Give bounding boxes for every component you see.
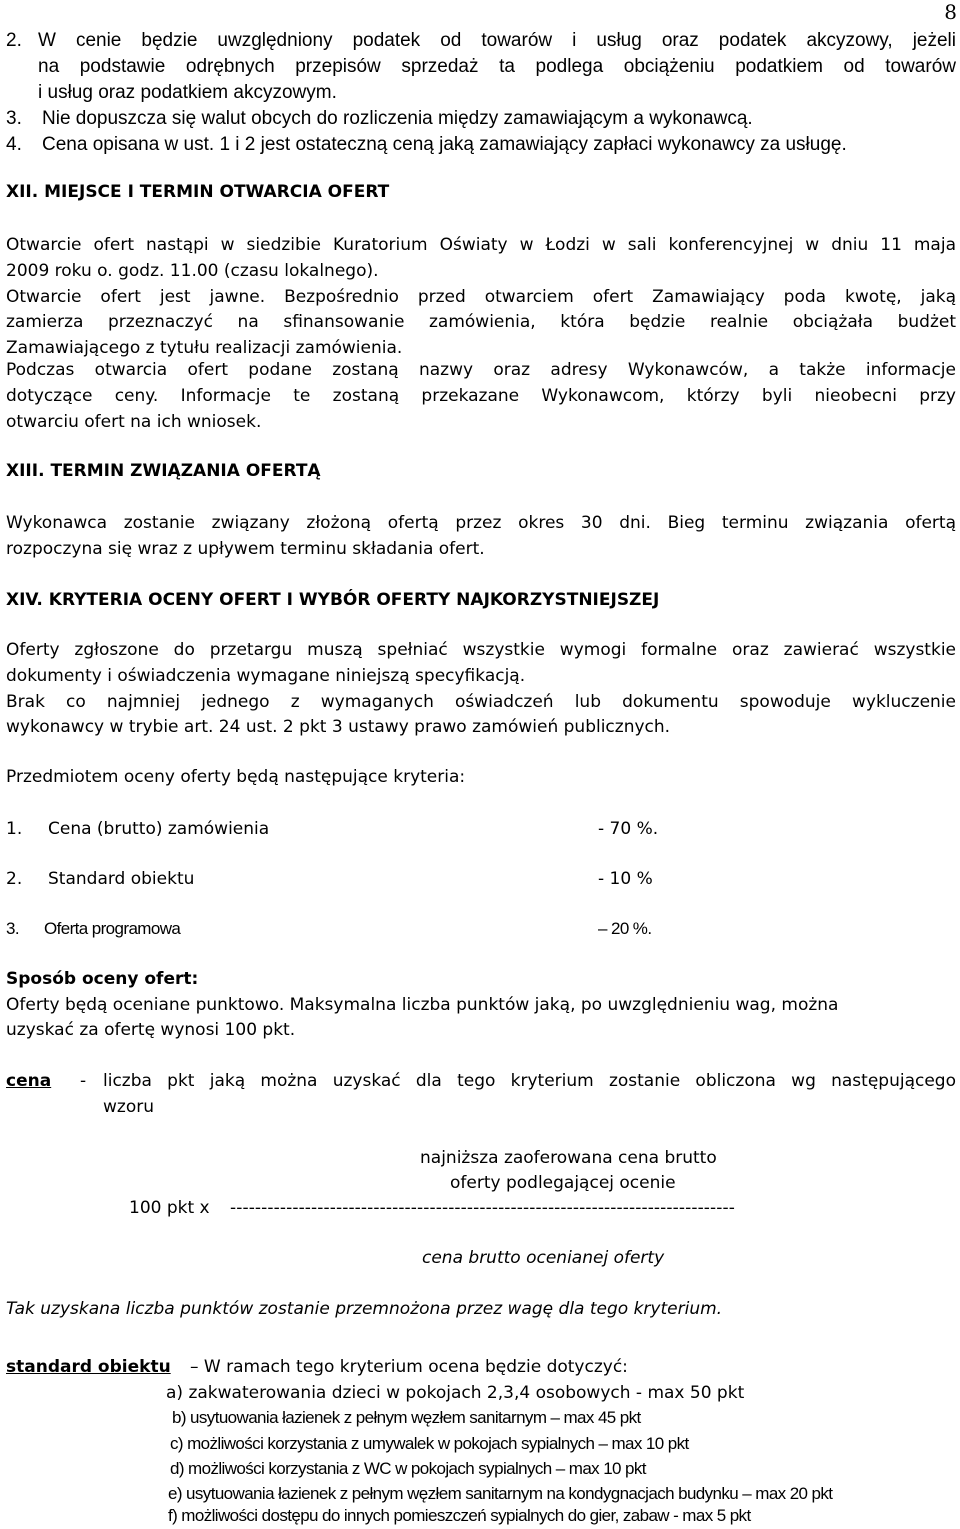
list-item	[6, 28, 33, 54]
formula-fraction-line: ---------------------------------------------------------------------------------	[230, 1198, 735, 1218]
standard-item: d) możliwości korzystania z WC w pokojach sypialnych – max 10 pkt	[170, 1459, 646, 1478]
list-item-text: na podstawie odrębnych przepisów sprzedaż ta podlega obciążeniu podatkiem od towarów	[38, 56, 956, 77]
paragraph-line: 2009 roku o. godz. 11.00 (czasu lokalnego).	[6, 261, 379, 281]
paragraph-line: liczba pkt jaką można uzyskać dla tego kryterium zostanie obliczona wg następującego	[103, 1071, 956, 1091]
paragraph-line: wzoru	[103, 1097, 154, 1117]
criterion-label: Oferta programowa	[44, 919, 181, 938]
criterion-number: 2.	[6, 869, 23, 889]
paragraph-line: uzyskać za ofertę wynosi 100 pkt.	[6, 1020, 296, 1040]
criterion-weight: - 10 %	[598, 869, 653, 889]
paragraph-line: Podczas otwarcia ofert podane zostaną nazwy oraz adresy Wykonawców, a także informacje	[6, 360, 956, 380]
list-item-text: Nie dopuszcza się walut obcych do rozliczenia między zamawiającym a wykonawcą.	[42, 108, 753, 129]
list-item-text: W cenie będzie uwzględniony podatek od towarów i usług oraz podatek akcyzowy, jeżeli	[38, 30, 956, 51]
paragraph-line: Brak co najmniej jednego z wymaganych oświadczeń lub dokumentu spowoduje wykluczenie	[6, 692, 956, 712]
section-heading: XIII. TERMIN ZWIĄZANIA OFERTĄ	[6, 461, 321, 481]
weight-note: Tak uzyskana liczba punktów zostanie przemnożona przez wagę dla tego kryterium.	[6, 1299, 723, 1319]
formula-numerator: najniższa zaoferowana cena brutto	[420, 1148, 717, 1168]
list-number: 3.	[6, 108, 22, 129]
list-number: 2.	[6, 30, 22, 51]
section-heading: XIV. KRYTERIA OCENY OFERT I WYBÓR OFERTY NAJKORZYSTNIEJSZEJ	[6, 590, 660, 610]
paragraph-line: wykonawcy w trybie art. 24 ust. 2 pkt 3 ustawy prawo zamówień publicznych.	[6, 717, 671, 737]
formula-numerator: oferty podlegającej ocenie	[450, 1173, 676, 1193]
criterion-weight: - 70 %.	[598, 819, 659, 839]
cena-term: cena	[6, 1071, 52, 1091]
criterion-number: 1.	[6, 819, 23, 839]
paragraph-line: Oferty zgłoszone do przetargu muszą spełniać wszystkie wymogi formalne oraz zawierać wszystkie	[6, 640, 956, 660]
list-item-text: Cena opisana w ust. 1 i 2 jest ostateczną ceną jaką zamawiający zapłaci wykonawcy za usługę.	[42, 134, 847, 155]
method-heading: Sposób oceny ofert:	[6, 969, 199, 989]
paragraph-line: Zamawiającego z tytułu realizacji zamówienia.	[6, 338, 403, 358]
section-heading: XII. MIEJSCE I TERMIN OTWARCIA OFERT	[6, 182, 390, 202]
paragraph-line: Otwarcie ofert jest jawne. Bezpośrednio przed otwarciem ofert Zamawiający poda kwotę, jaką	[6, 287, 956, 307]
formula-prefix: 100 pkt x	[129, 1198, 210, 1218]
paragraph-line: otwarciu ofert na ich wniosek.	[6, 412, 262, 432]
page-number: 8	[944, 0, 957, 24]
standard-item: e) usytuowania łazienek z pełnym węzłem sanitarnym na kondygnacjach budynku – max 20 pkt	[168, 1484, 833, 1503]
paragraph-line: Otwarcie ofert nastąpi w siedzibie Kuratorium Oświaty w Łodzi w sali konferencyjnej w dniu 11 maja	[6, 235, 956, 255]
cena-dash: -	[80, 1071, 87, 1091]
standard-item: f) możliwości dostępu do innych pomieszczeń sypialnych do gier, zabaw - max 5 pkt	[168, 1506, 751, 1525]
paragraph-line: rozpoczyna się wraz z upływem terminu składania ofert.	[6, 539, 485, 559]
paragraph-line: zamierza przeznaczyć na sfinansowanie zamówienia, która będzie realnie obciążała budżet	[6, 312, 956, 332]
formula-denominator: cena brutto ocenianej oferty	[422, 1248, 665, 1268]
criterion-number: 3.	[6, 919, 19, 938]
criteria-intro: Przedmiotem oceny oferty będą następujące kryteria:	[6, 767, 466, 787]
standard-term: standard obiektu	[6, 1357, 171, 1377]
standard-intro: – W ramach tego kryterium ocena będzie dotyczyć:	[190, 1357, 628, 1377]
standard-item: c) możliwości korzystania z umywalek w pokojach sypialnych – max 10 pkt	[170, 1434, 689, 1453]
standard-item: a) zakwaterowania dzieci w pokojach 2,3,4 osobowych - max 50 pkt	[166, 1383, 745, 1403]
standard-item: b) usytuowania łazienek z pełnym węzłem sanitarnym – max 45 pkt	[172, 1408, 641, 1427]
list-number: 4.	[6, 134, 22, 155]
list-item-text: i usług oraz podatkiem akcyzowym.	[38, 82, 337, 103]
criterion-weight: – 20 %.	[598, 919, 652, 938]
paragraph-line: Wykonawca zostanie związany złożoną ofertą przez okres 30 dni. Bieg terminu związania ofertą	[6, 513, 956, 533]
criterion-label: Cena (brutto) zamówienia	[48, 819, 270, 839]
paragraph-line: dokumenty i oświadczenia wymagane niniejszą specyfikacją.	[6, 666, 526, 686]
paragraph-line: dotyczące ceny. Informacje te zostaną przekazane Wykonawcom, którzy byli nieobecni przy	[6, 386, 956, 406]
criterion-label: Standard obiektu	[48, 869, 195, 889]
paragraph-line: Oferty będą oceniane punktowo. Maksymalna liczba punktów jaką, po uwzględnieniu wag, można	[6, 995, 839, 1015]
